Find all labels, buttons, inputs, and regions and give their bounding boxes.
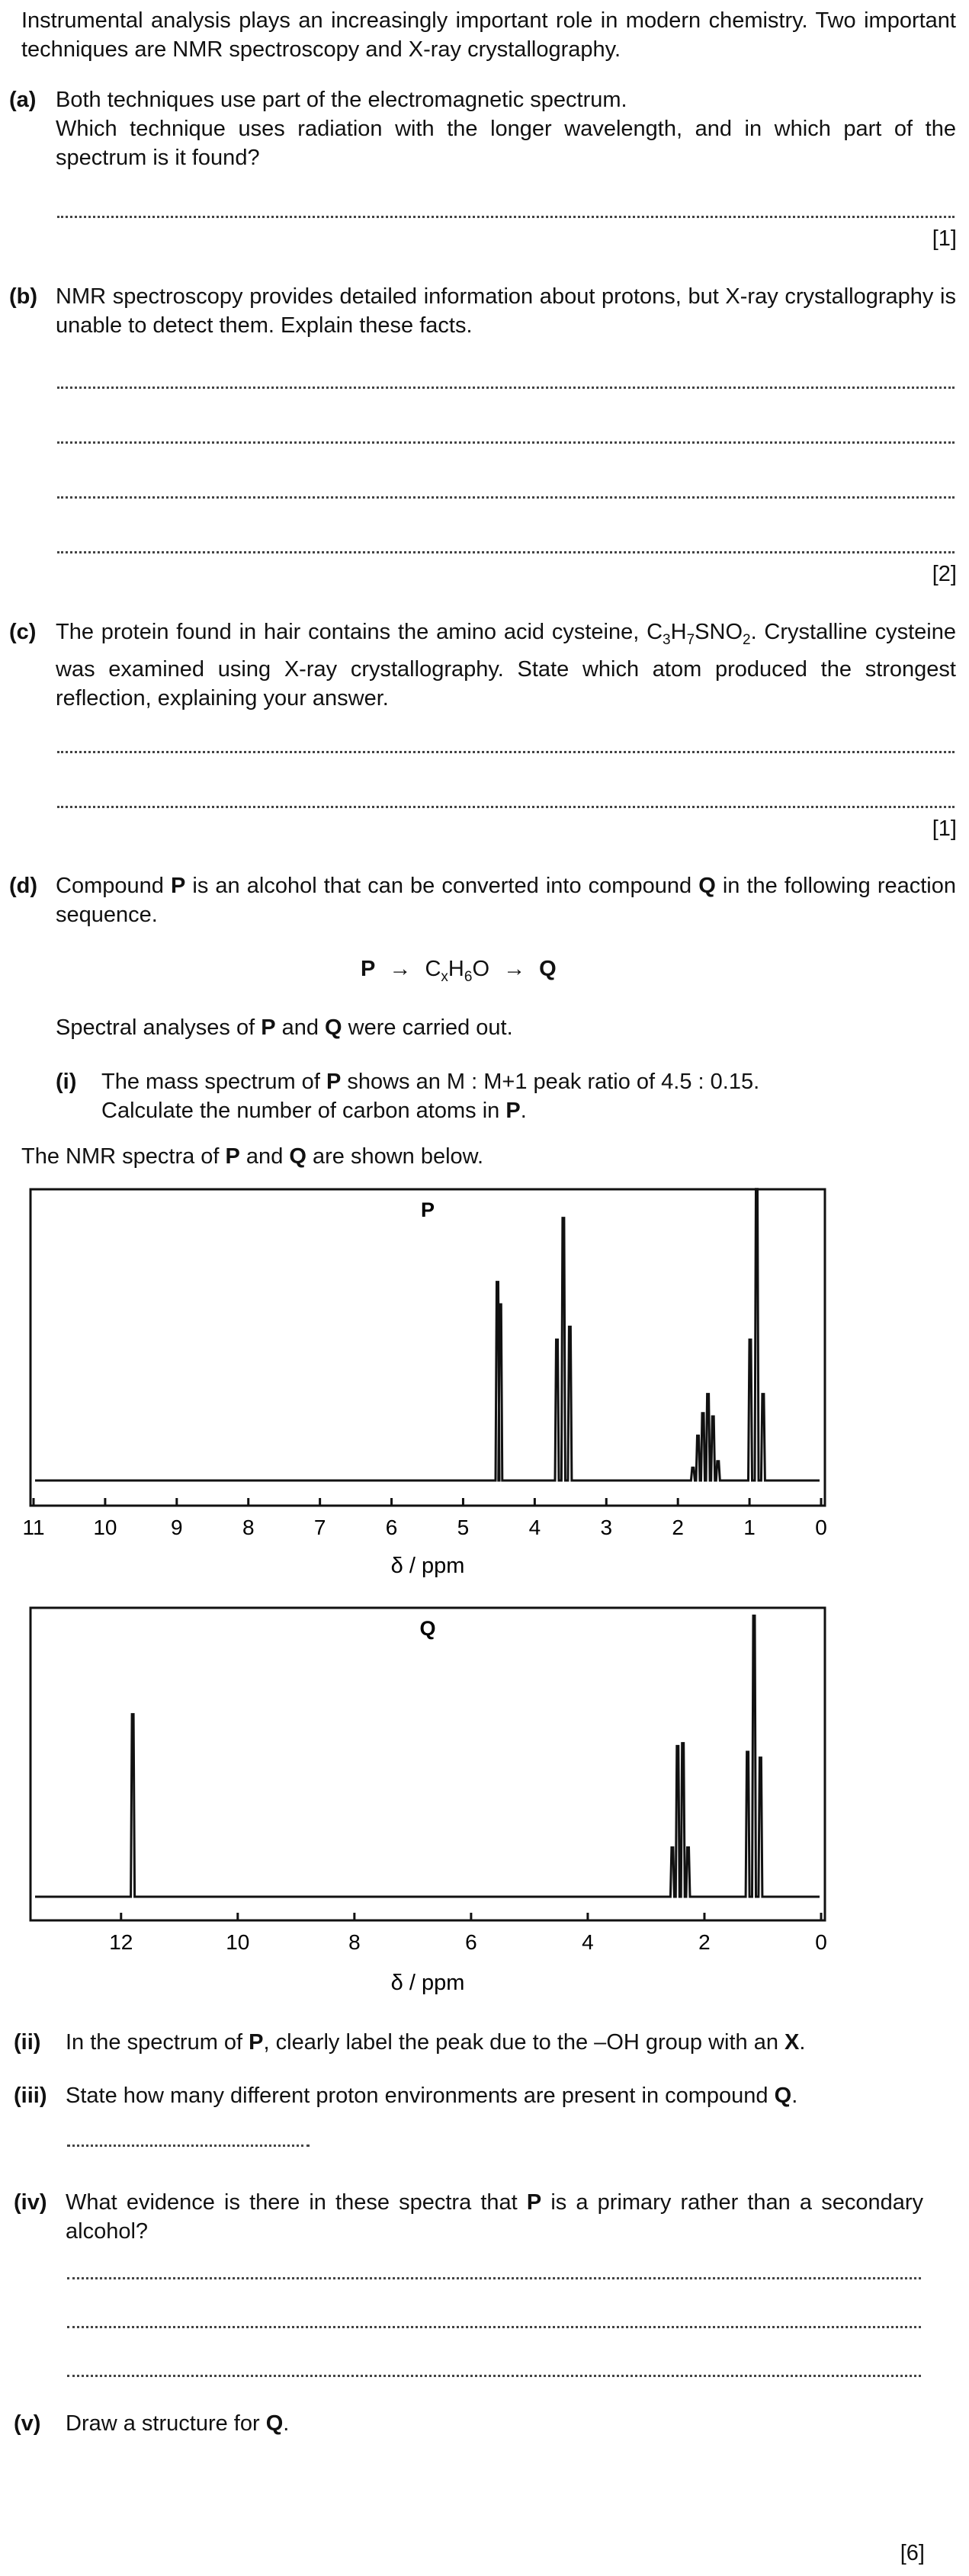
part-c-question	[56, 618, 956, 713]
part-d-text-before: Compound	[56, 874, 171, 898]
part-a-question	[56, 85, 956, 172]
cysteine-formula: $C_3H_7SNO_2$	[647, 620, 751, 648]
part-d-i-line1: The mass spectrum of P shows an M : M+1 peak ratio of 4.5 : 0.15.	[101, 1070, 760, 1094]
mark-d: [6]	[900, 2541, 925, 2565]
answer-line-iii[interactable]	[67, 2145, 310, 2147]
x-tick-label-p: 11	[22, 1516, 45, 1539]
scheme-intermediate: $C_xH_6O$	[425, 957, 490, 985]
part-d-text-after: in the following reaction sequence.	[56, 874, 956, 927]
x-tick-label-q: 0	[815, 1930, 827, 1954]
x-tick-label-p: 4	[528, 1516, 541, 1539]
part-d-text-mid: is an alcohol that can be converted into compound	[185, 874, 699, 898]
x-tick-label-q: 10	[226, 1930, 250, 1954]
part-c-text-after: . Crystalline cysteine was examined using X-ray crystallography. State which atom produced the strongest reflection, explaining your answer.	[56, 620, 956, 711]
reaction-scheme: $P \to C_xH_6O \to Q$	[361, 957, 557, 985]
x-tick-label-p: 8	[242, 1516, 255, 1539]
part-c-label: (c)	[9, 620, 37, 644]
spectral-analyses-text: Spectral analyses of P and Q were carried out.	[56, 1015, 513, 1040]
x-tick-label-p: 1	[743, 1516, 756, 1539]
mark-a: [1]	[932, 226, 957, 251]
x-axis-label-p: δ / ppm	[390, 1554, 465, 1578]
chart-title-q: Q	[419, 1617, 436, 1640]
compound-p: P	[170, 874, 186, 898]
answer-line-iv1[interactable]	[67, 2277, 921, 2279]
x-tick-label-p: 5	[457, 1516, 470, 1539]
part-d-v-label: (v)	[14, 2411, 41, 2436]
intro-text: Instrumental analysis plays an increasingly important role in modern chemistry. Two important techniques are NMR spectroscopy and X-ray crystallography.	[21, 8, 956, 62]
part-d-i-line2: Calculate the number of carbon atoms in P.	[101, 1099, 527, 1123]
x-tick-label-p: 6	[385, 1516, 398, 1539]
part-b-label: (b)	[9, 284, 38, 309]
x-tick-label-q: 12	[109, 1930, 133, 1954]
chart-title-p: P	[420, 1198, 435, 1221]
answer-line-b3[interactable]	[57, 496, 955, 499]
part-d-v-question: Draw a structure for Q.	[66, 2411, 290, 2436]
part-c-text-before: The protein found in hair contains the amino acid cysteine,	[56, 620, 647, 644]
part-d-ii-label: (ii)	[14, 2030, 41, 2055]
part-a-label: (a)	[9, 88, 37, 112]
plot-frame-q	[30, 1608, 825, 1920]
x-tick-label-q: 4	[582, 1930, 594, 1954]
part-d-iii-label: (iii)	[14, 2084, 47, 2108]
part-d-question	[56, 871, 956, 929]
part-d-i-question	[101, 1067, 940, 1125]
x-tick-label-p: 7	[313, 1516, 326, 1539]
scheme-q: Q	[539, 957, 557, 981]
answer-line-c1[interactable]	[57, 751, 955, 753]
part-d-ii-question: In the spectrum of P, clearly label the peak due to the –OH group with an X.	[66, 2030, 806, 2055]
scheme-p: P	[361, 957, 376, 981]
answer-line-b4[interactable]	[57, 551, 955, 553]
spectrum-trace-p	[35, 1189, 820, 1480]
part-d-i-label: (i)	[56, 1070, 77, 1094]
nmr-spectrum-q	[0, 1593, 969, 2013]
part-b-question: NMR spectroscopy provides detailed information about protons, but X-ray crystallography is unable to detect them. Explain these facts.	[56, 284, 956, 338]
x-axis-label-q: δ / ppm	[390, 1971, 465, 1995]
x-tick-label-p: 2	[672, 1516, 684, 1539]
x-tick-label-q: 2	[698, 1930, 711, 1954]
answer-line-iv2[interactable]	[67, 2326, 921, 2328]
nmr-intro-text: The NMR spectra of P and Q are shown below.	[21, 1144, 484, 1169]
answer-line-a[interactable]	[57, 216, 955, 218]
x-tick-label-q: 6	[465, 1930, 477, 1954]
answer-line-c2[interactable]	[57, 806, 955, 808]
part-a-line1: Both techniques use part of the electromagnetic spectrum.	[56, 88, 627, 112]
part-d-iv-label: (iv)	[14, 2190, 47, 2215]
answer-line-iv3[interactable]	[67, 2375, 921, 2377]
x-tick-label-p: 0	[815, 1516, 827, 1539]
mark-c: [1]	[932, 816, 957, 841]
part-d-iv-question: What evidence is there in these spectra that P is a primary rather than a secondary alcohol?	[66, 2190, 923, 2244]
answer-line-b2[interactable]	[57, 441, 955, 444]
mark-b: [2]	[932, 562, 957, 586]
x-tick-label-p: 10	[93, 1516, 117, 1539]
x-tick-label-q: 8	[348, 1930, 361, 1954]
x-tick-label-p: 9	[171, 1516, 183, 1539]
nmr-spectrum-p	[0, 1178, 969, 1590]
answer-line-b1[interactable]	[57, 387, 955, 389]
part-a-line2: Which technique uses radiation with the longer wavelength, and in which part of the spectrum is it found?	[56, 117, 956, 170]
x-tick-label-p: 3	[600, 1516, 613, 1539]
part-d-label: (d)	[9, 874, 38, 898]
compound-q: Q	[698, 874, 716, 898]
part-d-iii-question: State how many different proton environments are present in compound Q.	[66, 2084, 798, 2108]
spectrum-trace-q	[35, 1615, 820, 1897]
